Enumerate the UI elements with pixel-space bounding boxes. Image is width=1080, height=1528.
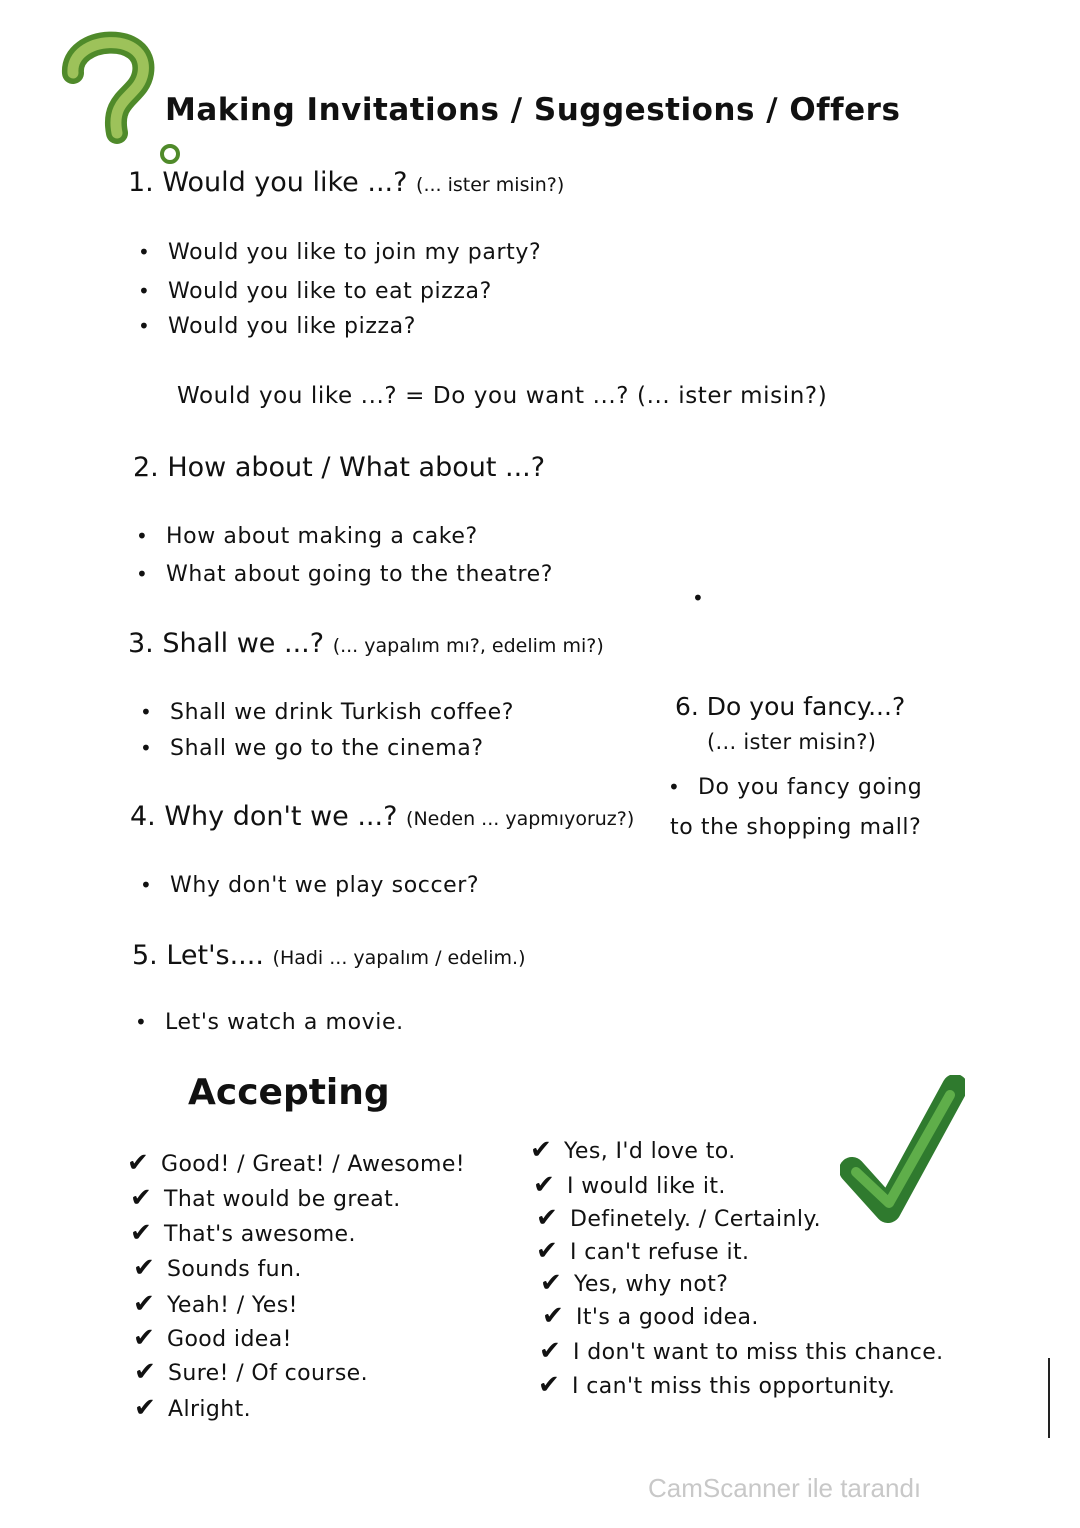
checkmark-icon: ✔ (530, 1135, 553, 1165)
list-item: ✔ Definetely. / Certainly. (536, 1203, 822, 1233)
checkmark-icon: ✔ (533, 1170, 556, 1200)
section-3-title: 3. Shall we ...? (128, 628, 325, 659)
list-item: ✔ I can't refuse it. (536, 1236, 750, 1266)
checkmark-icon: ✔ (536, 1203, 559, 1233)
s1-example-2: • Would you like to eat pizza? (168, 279, 492, 304)
checkmark-icon: ✔ (133, 1323, 156, 1353)
list-item: ✔ Yes, why not? (540, 1268, 729, 1298)
list-item: ✔ Good idea! (133, 1323, 292, 1353)
section-5-translation: (Hadi ... yapalım / edelim.) (272, 947, 526, 969)
section-3-heading (128, 628, 604, 659)
checkmark-icon: ✔ (133, 1289, 156, 1319)
section-2-title: 2. How about / What about ...? (133, 452, 546, 483)
checkmark-icon: ✔ (536, 1236, 559, 1266)
section-6-translation: (... ister misin?) (707, 730, 877, 754)
list-item: ✔ I would like it. (533, 1170, 726, 1200)
section-4-translation: (Neden ... yapmıyoruz?) (406, 808, 635, 830)
s6-example-line-2: to the shopping mall? (670, 815, 922, 840)
section-5-heading (132, 940, 526, 971)
section-4-title: 4. Why don't we ...? (130, 801, 398, 832)
checkmark-icon: ✔ (538, 1370, 561, 1400)
section-6-title: 6. Do you fancy...? (675, 692, 906, 721)
scanner-watermark: CamScanner ile tarandı (648, 1473, 922, 1503)
section-1-translation: (... ister misin?) (416, 174, 565, 196)
list-item: ✔ Yes, I'd love to. (530, 1135, 736, 1165)
list-item: ✔ Alright. (134, 1393, 252, 1423)
section-1-title: 1. Would you like ...? (128, 167, 408, 198)
section-1-heading (128, 167, 564, 198)
s2-example-2: • What about going to the theatre? (166, 562, 553, 587)
list-item: ✔ Sure! / Of course. (134, 1357, 369, 1387)
list-item: ✔ Sounds fun. (133, 1253, 302, 1283)
checkmark-icon: ✔ (540, 1268, 563, 1298)
checkmark-icon: ✔ (127, 1148, 150, 1178)
checkmark-icon: ✔ (134, 1393, 157, 1423)
section-4-heading (130, 801, 634, 832)
s5-example-1: • Let's watch a movie. (165, 1010, 404, 1035)
list-item: ✔ I can't miss this opportunity. (538, 1370, 896, 1400)
s4-example-1: • Why don't we play soccer? (170, 873, 479, 898)
big-checkmark-icon (840, 1075, 965, 1225)
checkmark-icon: ✔ (133, 1253, 156, 1283)
checkmark-icon: ✔ (130, 1218, 153, 1248)
list-item: ✔ That's awesome. (130, 1218, 356, 1248)
checkmark-icon: ✔ (542, 1301, 565, 1331)
s3-example-1: • Shall we drink Turkish coffee? (170, 700, 514, 725)
section-5-title: 5. Let's.... (132, 940, 264, 971)
page-title: Making Invitations / Suggestions / Offers (165, 92, 901, 128)
checkmark-icon: ✔ (539, 1336, 562, 1366)
s1-example-3: • Would you like pizza? (168, 314, 416, 339)
question-mark-dot-icon (158, 142, 182, 166)
page-edge-line (1048, 1358, 1050, 1438)
s1-example-1: • Would you like to join my party? (168, 240, 541, 265)
section-3-translation: (... yapalım mı?, edelim mi?) (332, 635, 604, 657)
s1-equivalence: Would you like ...? = Do you want ...? (... ister misin?) (177, 383, 828, 409)
s3-example-2: • Shall we go to the cinema? (170, 736, 484, 761)
checkmark-icon: ✔ (134, 1357, 157, 1387)
checkmark-icon: ✔ (130, 1183, 153, 1213)
list-item: ✔ It's a good idea. (542, 1301, 759, 1331)
question-mark-icon (55, 25, 165, 165)
list-item: ✔ Good! / Great! / Awesome! (127, 1148, 466, 1178)
list-item: ✔ I don't want to miss this chance. (539, 1336, 944, 1366)
s2-example-1: • How about making a cake? (166, 524, 478, 549)
list-item: ✔ That would be great. (130, 1183, 401, 1213)
list-item: ✔ Yeah! / Yes! (133, 1289, 298, 1319)
accepting-title: Accepting (188, 1072, 390, 1113)
s6-example-line-1: • Do you fancy going (698, 775, 922, 800)
